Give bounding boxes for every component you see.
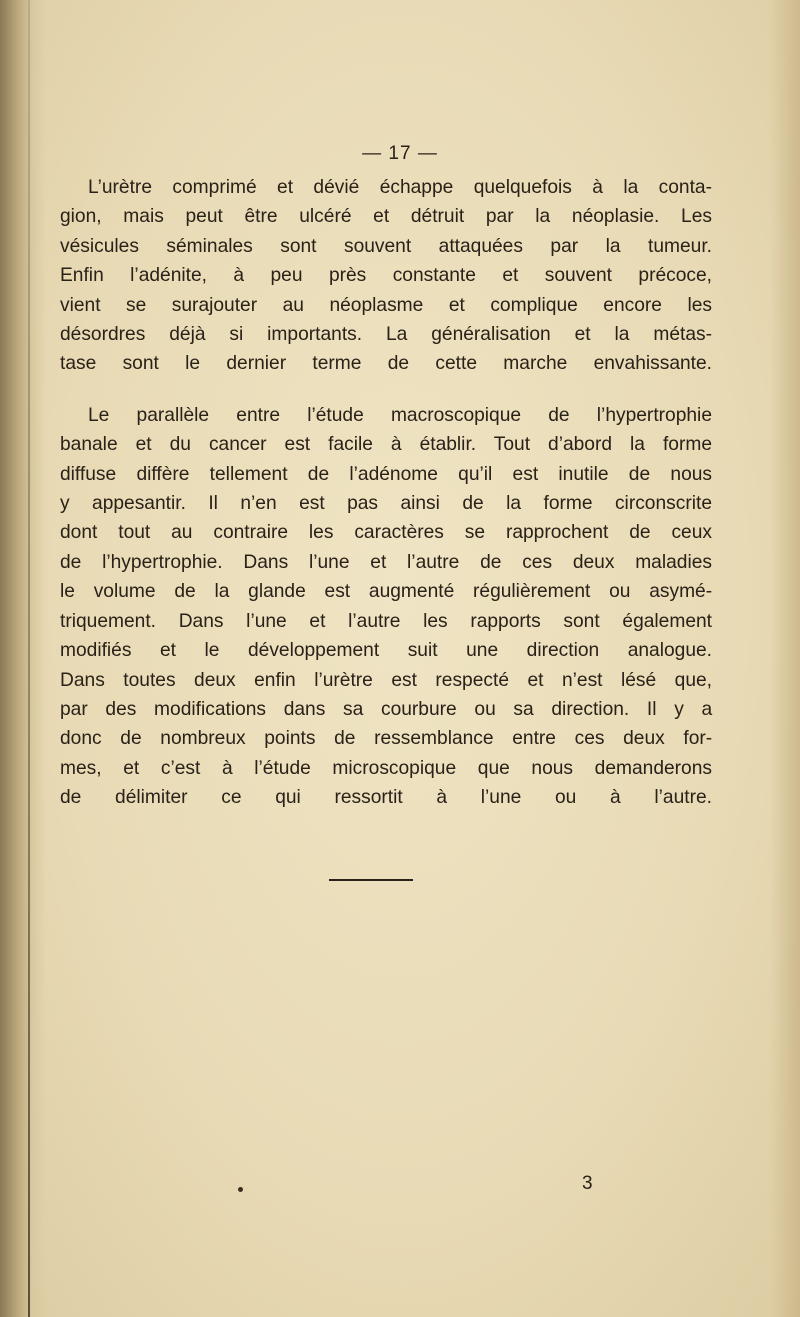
text-line: Enfin l’adénite, à peu près constante et souvent précoce, — [60, 265, 712, 287]
text-line: de l’hypertrophie. Dans l’une et l’autre de ces deux maladies — [60, 551, 712, 573]
text-line: désordres déjà si importants. La généralisation et la métas- — [60, 324, 712, 346]
text-line: vésicules séminales sont souvent attaquées par la tumeur. — [60, 235, 712, 257]
paragraph-1 — [60, 173, 712, 379]
body-text — [60, 173, 712, 813]
text-line: triquement. Dans l’une et l’autre les rapports sont également — [60, 610, 712, 632]
text-line: vient se surajouter au néoplasme et complique encore les — [60, 294, 712, 316]
signature-mark: 3 — [582, 1173, 593, 1194]
text-line: mes, et c’est à l’étude microscopique que nous demanderons — [60, 757, 712, 779]
page-number: — 17 — — [362, 143, 438, 164]
page-binding-edge — [28, 0, 30, 1317]
paragraph-2 — [60, 401, 712, 813]
text-line: Le parallèle entre l’étude macroscopique de l’hypertrophie — [88, 404, 712, 426]
text-line: Dans toutes deux enfin l’urètre est respecté et n’est lésé que, — [60, 669, 712, 691]
text-line: y appesantir. Il n’en est pas ainsi de la forme circonscrite — [60, 493, 712, 515]
text-line: diffuse diffère tellement de l’adénome qu’il est inutile de nous — [60, 463, 712, 485]
ink-dot — [238, 1187, 243, 1192]
text-line: modifiés et le développement suit une direction analogue. — [60, 640, 712, 662]
text-line: banale et du cancer est facile à établir. Tout d’abord la forme — [60, 434, 712, 456]
text-line: donc de nombreux points de ressemblance entre ces deux for- — [60, 728, 713, 750]
text-line: tase sont le dernier terme de cette marche envahissante. — [60, 353, 712, 375]
text-line: de délimiter ce qui ressortit à l’une ou à l’autre. — [60, 787, 712, 809]
text-line: dont tout au contraire les caractères se rapprochent de ceux — [60, 522, 712, 544]
text-line: par des modifications dans sa courbure ou sa direction. Il y a — [60, 698, 713, 720]
section-divider — [329, 879, 413, 881]
page-binding-shadow — [0, 0, 46, 1317]
text-line: gion, mais peut être ulcéré et détruit par la néoplasie. Les — [60, 206, 712, 228]
text-line: L’urètre comprimé et dévié échappe quelquefois à la conta- — [88, 177, 712, 198]
page-edge-shadow — [770, 0, 800, 1317]
text-line: le volume de la glande est augmenté régulièrement ou asymé- — [60, 581, 713, 603]
